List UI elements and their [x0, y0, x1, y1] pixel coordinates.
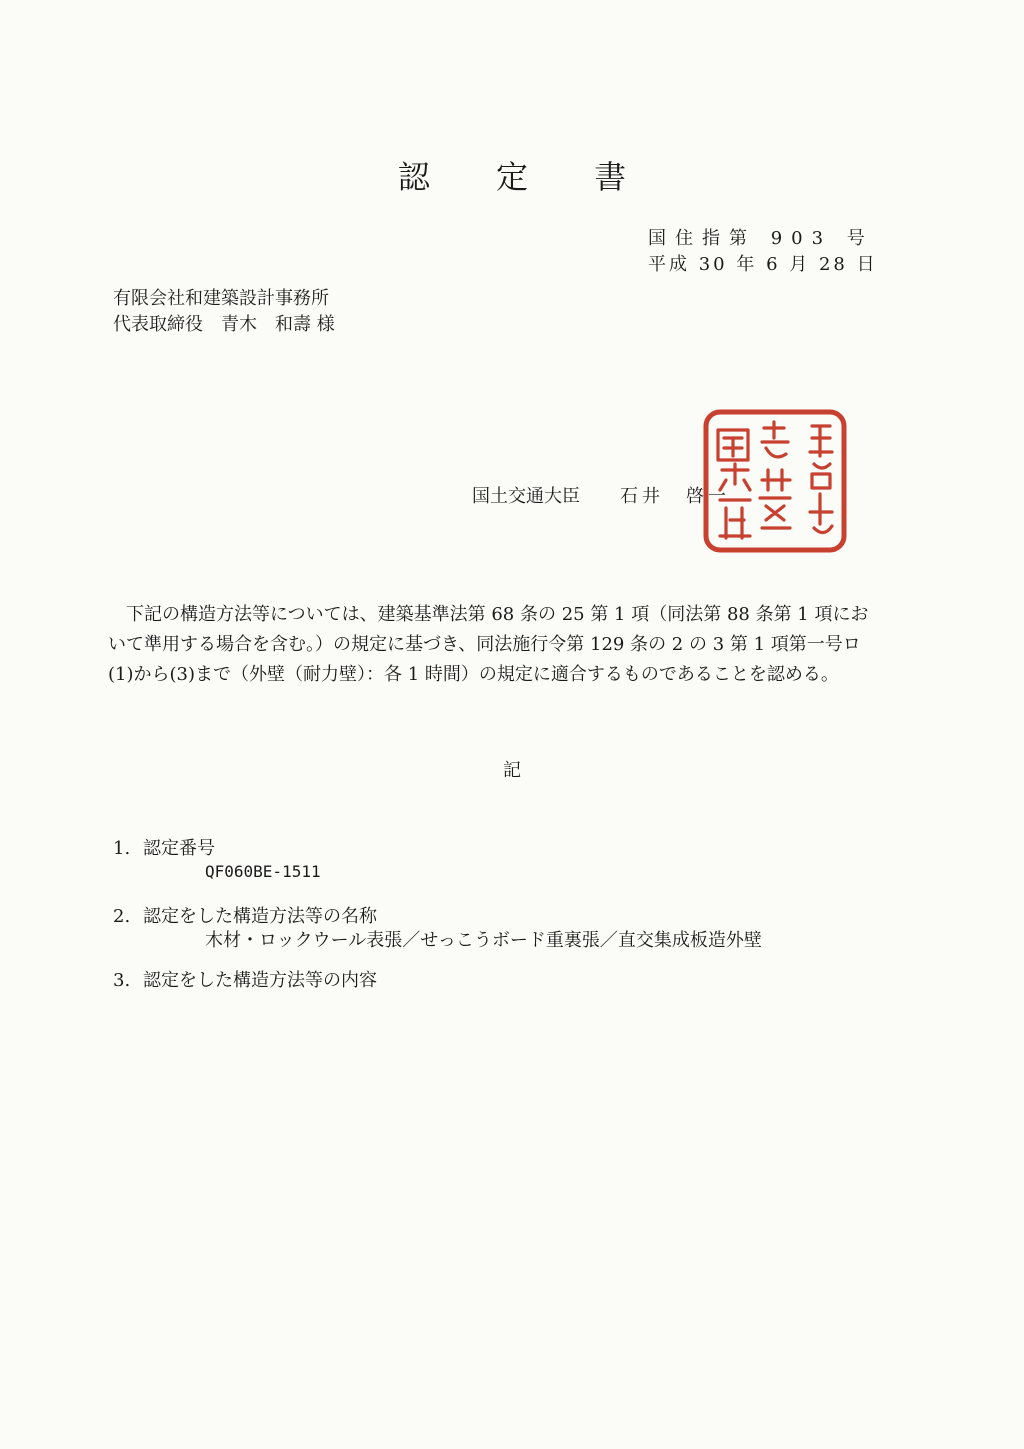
ki-heading: 記: [503, 760, 521, 781]
item-number: 3.: [113, 970, 131, 991]
document-title: 認 定 書: [397, 158, 655, 196]
statement-line: 下記の構造方法等については、建築基準法第 68 条の 25 第 1 項（同法第 88 条第 1 項にお: [126, 604, 869, 625]
issuer-title: 国土交通大臣: [472, 486, 580, 507]
document-date: 平成 30 年 6 月 28 日: [648, 254, 878, 275]
item-label: 認定をした構造方法等の内容: [143, 970, 377, 991]
item-label: 認定をした構造方法等の名称: [143, 906, 377, 927]
structure-method-name-value: 木材・ロックウール表張／せっこうボード重裏張／直交集成板造外壁: [205, 930, 762, 951]
official-seal-icon: [702, 408, 848, 554]
item-number: 1.: [113, 838, 131, 859]
item-1: [113, 834, 215, 860]
statement-line: (1)から(3)まで（外壁（耐力壁）：各 1 時間）の規定に適合するものであることを認める。: [108, 664, 839, 685]
issuer-name: 石井 啓一: [620, 486, 730, 507]
issuer-block: [472, 482, 730, 508]
statement-line: いて準用する場合を含む。）の規定に基づき、同法施行令第 129 条の 2 の 3 第 1 項第一号ロ: [108, 634, 861, 655]
item-3: [113, 966, 377, 992]
item-label: 認定番号: [143, 838, 215, 859]
item-number: 2.: [113, 906, 131, 927]
certification-statement: [108, 600, 898, 690]
addressee-company: 有限会社和建築設計事務所: [113, 288, 329, 309]
item-2: [113, 902, 377, 928]
certification-number-value: QF060BE-1511: [205, 862, 321, 881]
addressee-person: 代表取締役 青木 和壽 様: [113, 314, 335, 335]
document-number: 国住指第 903 号: [648, 228, 874, 249]
